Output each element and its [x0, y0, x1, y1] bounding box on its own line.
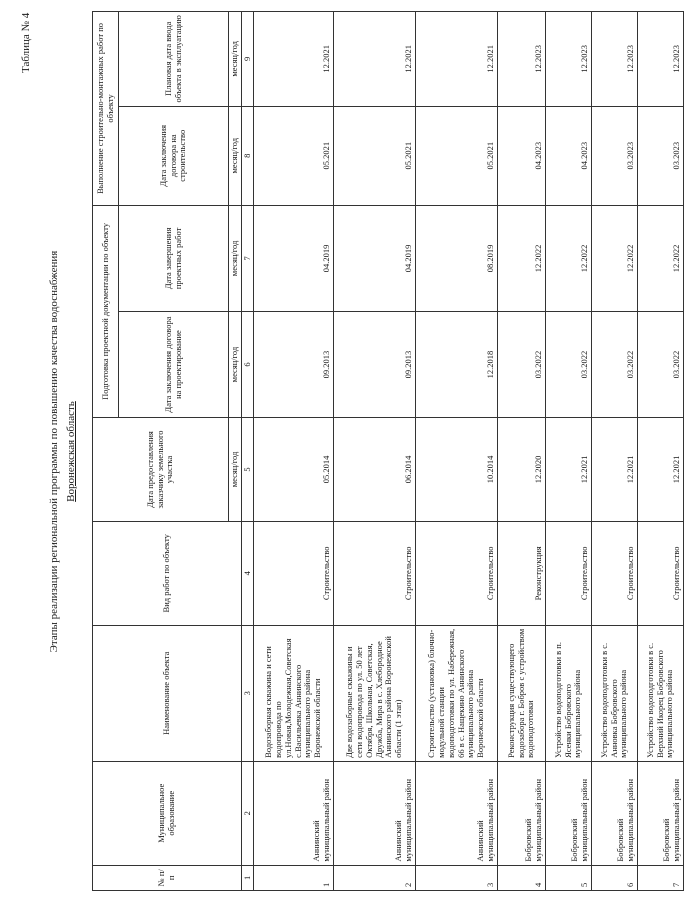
municipality-cell: Аннинский муниципальный район — [334, 761, 416, 865]
design-finish-cell: 04.2019 — [334, 205, 416, 311]
design-finish-cell: 08.2019 — [416, 205, 498, 311]
commissioning-cell: 12.2023 — [638, 12, 684, 107]
construction-contract-cell: 05.2021 — [254, 106, 334, 205]
object-name-cell: Устройство водоподготовки в с. Верхний Икорец Бобровского муниципального района — [638, 625, 684, 761]
object-name-cell: Строительство (установка) блочно-модульной станции водоподготовки по ул. Набережная, 66 в с. Нащекино Аннинского муниципального района Воронежской области — [416, 625, 498, 761]
object-name-cell: Реконструкция существующего водозабора г. Бобров с устройством водоподготовки — [498, 625, 546, 761]
column-number: 9 — [242, 12, 254, 107]
design-finish-cell: 12.2022 — [592, 205, 638, 311]
table-number: Таблица № 4 — [20, 12, 32, 73]
municipality-cell: Бобровский муниципальный район — [546, 761, 592, 865]
municipality-cell: Бобровский муниципальный район — [498, 761, 546, 865]
header-construction-contract: Дата заключения договора на строительство — [119, 106, 229, 205]
construction-contract-cell: 04.2023 — [546, 106, 592, 205]
table-row — [254, 12, 334, 891]
table-row — [334, 12, 416, 891]
design-contract-cell: 03.2022 — [638, 311, 684, 417]
design-contract-cell: 03.2022 — [498, 311, 546, 417]
table-row — [638, 12, 684, 891]
header-design-group: Подготовка проектной документации по объекту — [93, 205, 119, 417]
column-number: 4 — [242, 521, 254, 625]
document-title: Этапы реализации региональной программы по повышению качества водоснабжения — [48, 250, 60, 653]
header-object-name: Наименование объекта — [93, 625, 242, 761]
work-type-cell: Строительство — [416, 521, 498, 625]
unit-label: месяц/год — [229, 205, 242, 311]
column-number: 3 — [242, 625, 254, 761]
design-contract-cell: 09.2013 — [254, 311, 334, 417]
work-type-cell: Реконструкция — [498, 521, 546, 625]
row-number: 3 — [416, 865, 498, 890]
header-municipality: Муниципальное образование — [93, 761, 242, 865]
row-number: 6 — [592, 865, 638, 890]
object-name-cell: Две водозаборные скважины и сети водопровода по ул. 50 лет Октября, Школьная, Советская, Дружба, Мира в с. Хлебородное Аннинского района Воронежской области (1 этап) — [334, 625, 416, 761]
design-contract-cell: 03.2022 — [546, 311, 592, 417]
column-number: 5 — [242, 418, 254, 522]
row-number: 2 — [334, 865, 416, 890]
column-number: 2 — [242, 761, 254, 865]
commissioning-cell: 12.2023 — [498, 12, 546, 107]
row-number: 7 — [638, 865, 684, 890]
municipality-cell: Аннинский муниципальный район — [416, 761, 498, 865]
construction-contract-cell: 03.2023 — [592, 106, 638, 205]
table-row — [592, 12, 638, 891]
header-construction-group: Выполнение строительно-монтажных работ по объекту — [93, 12, 119, 206]
header-work-type: Вид работ по объекту — [93, 521, 242, 625]
header-design-contract: Дата заключения договора на проектирование — [119, 311, 229, 417]
land-date-cell: 12.2021 — [546, 418, 592, 522]
municipality-cell: Бобровский муниципальный район — [592, 761, 638, 865]
work-type-cell: Строительство — [334, 521, 416, 625]
object-name-cell: Водозаборная скважина и сети водопровода по ул.Новая,Молодежная,Советская с.Васильевка Аннинского муниципального района Воронежской области — [254, 625, 334, 761]
design-finish-cell: 12.2022 — [498, 205, 546, 311]
work-type-cell: Строительство — [638, 521, 684, 625]
row-number: 5 — [546, 865, 592, 890]
stages-table — [92, 11, 684, 891]
row-number: 1 — [254, 865, 334, 890]
commissioning-cell: 12.2021 — [334, 12, 416, 107]
column-number: 7 — [242, 205, 254, 311]
work-type-cell: Строительство — [546, 521, 592, 625]
header-design-finish: Дата завершения проектных работ — [119, 205, 229, 311]
municipality-cell: Бобровский муниципальный район — [638, 761, 684, 865]
column-number: 1 — [242, 865, 254, 890]
commissioning-cell: 12.2023 — [592, 12, 638, 107]
unit-label: месяц/год — [229, 418, 242, 522]
land-date-cell: 12.2021 — [638, 418, 684, 522]
land-date-cell: 10.2014 — [416, 418, 498, 522]
construction-contract-cell: 05.2021 — [416, 106, 498, 205]
object-name-cell: Устройство водоподготовки в с. Анновка Бобровского муниципального района — [592, 625, 638, 761]
work-type-cell: Строительство — [254, 521, 334, 625]
unit-label: месяц/год — [229, 12, 242, 107]
header-no: № п/п — [93, 865, 242, 890]
construction-contract-cell: 03.2023 — [638, 106, 684, 205]
table-row — [546, 12, 592, 891]
work-type-cell: Строительство — [592, 521, 638, 625]
land-date-cell: 05.2014 — [254, 418, 334, 522]
column-number: 8 — [242, 106, 254, 205]
design-contract-cell: 12.2018 — [416, 311, 498, 417]
table-row — [498, 12, 546, 891]
design-finish-cell: 12.2022 — [638, 205, 684, 311]
object-name-cell: Устройство водоподготовки в п. Ясенки Бобровского муниципального района — [546, 625, 592, 761]
land-date-cell: 12.2021 — [592, 418, 638, 522]
unit-label: месяц/год — [229, 106, 242, 205]
design-contract-cell: 03.2022 — [592, 311, 638, 417]
land-date-cell: 06.2014 — [334, 418, 416, 522]
commissioning-cell: 12.2021 — [416, 12, 498, 107]
land-date-cell: 12.2020 — [498, 418, 546, 522]
design-contract-cell: 09.2013 — [334, 311, 416, 417]
construction-contract-cell: 05.2021 — [334, 106, 416, 205]
header-commissioning: Плановая дата ввода объекта в эксплуатацию — [119, 12, 229, 107]
unit-label: месяц/год — [229, 311, 242, 417]
column-number: 6 — [242, 311, 254, 417]
design-finish-cell: 04.2019 — [254, 205, 334, 311]
commissioning-cell: 12.2021 — [254, 12, 334, 107]
row-number: 4 — [498, 865, 546, 890]
construction-contract-cell: 04.2023 — [498, 106, 546, 205]
design-finish-cell: 12.2022 — [546, 205, 592, 311]
commissioning-cell: 12.2023 — [546, 12, 592, 107]
header-land-date: Дата предоставления заказчику земельного участка — [93, 418, 229, 522]
region-name: Воронежская область — [65, 401, 77, 502]
municipality-cell: Аннинский муниципальный район — [254, 761, 334, 865]
table-row — [416, 12, 498, 891]
